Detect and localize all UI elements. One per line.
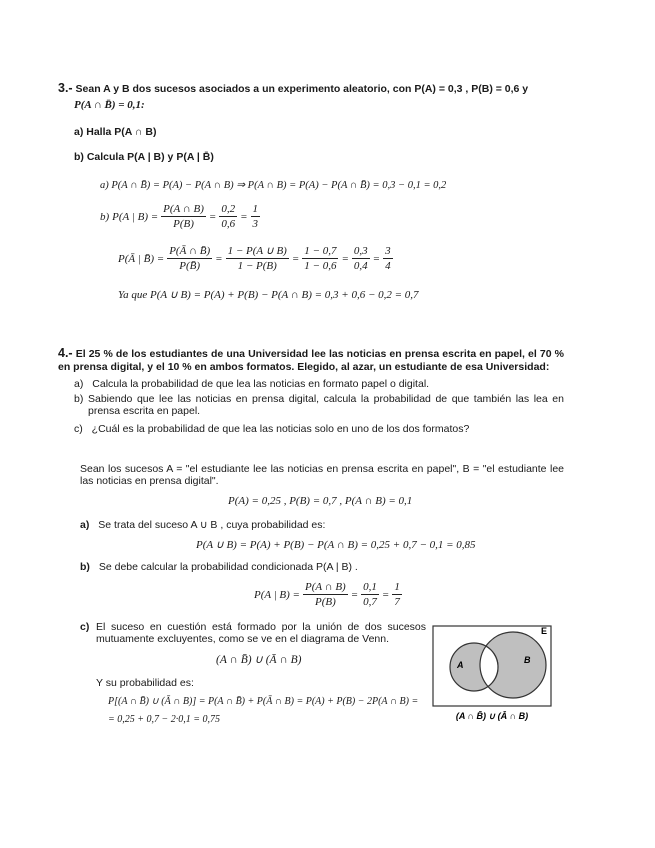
problem-3-solution-complement xyxy=(118,244,393,273)
denominator: 4 xyxy=(385,260,391,272)
problem-4-statement xyxy=(58,347,564,374)
numerator: P(Ā ∩ B̄) xyxy=(169,245,211,257)
equals-sign: = xyxy=(291,252,300,265)
problem-3-statement-line-2: P(A ∩ B̄) = 0,1: xyxy=(74,99,145,111)
question-c-label: c) xyxy=(74,423,83,435)
question-c-text: ¿Cuál es la probabilidad de que lea las noticias solo en uno de los dos formatos? xyxy=(91,423,470,435)
problem-4-solution-c xyxy=(80,621,426,645)
question-a-label: a) xyxy=(74,378,84,390)
numerator: 1 − P(A ∪ B) xyxy=(227,245,287,257)
problem-4-solution-c-event: (A ∩ B̄) ∪ (Ā ∩ B) xyxy=(216,654,302,666)
numerator: 1 xyxy=(394,581,400,593)
solution-b-lhs: P(A | B) = xyxy=(254,588,300,601)
denominator: 0,7 xyxy=(363,596,377,608)
problem-4-statement-text: El 25 % de los estudiantes de una Universidad lee las noticias en prensa escrita en papel, el 70 % en prensa digital, y el 10 % en ambos formatos. Elegido, al azar, un estudiante de esa Universidad: xyxy=(58,348,565,373)
venn-diagram xyxy=(428,620,558,724)
solution-b-label: b) xyxy=(100,210,110,223)
equals-sign: = xyxy=(208,210,217,223)
problem-4-givens: P(A) = 0,25 , P(B) = 0,7 , P(A ∩ B) = 0,1 xyxy=(228,495,413,507)
numerator: 1 xyxy=(252,203,259,215)
problem-4-question-a xyxy=(74,378,429,390)
equals-sign: = xyxy=(350,588,359,601)
venn-label-universe: E xyxy=(540,626,547,636)
numerator: 3 xyxy=(385,245,391,257)
problem-4-solution-c-equation-1: P[(A ∩ B̄) ∪ (Ā ∩ B)] = P(A ∩ B̄) + P(Ā ∩ B) = P(A) + P(B) − 2P(A ∩ B) = xyxy=(108,696,419,707)
fraction xyxy=(251,202,261,231)
denominator: 0,4 xyxy=(353,260,368,272)
equals-sign: = xyxy=(215,252,223,265)
problem-3-number: 3.- xyxy=(58,81,73,95)
problem-3-statement xyxy=(58,80,598,98)
numerator: 0,3 xyxy=(353,245,368,257)
solution-b-label: b) xyxy=(80,561,90,573)
problem-3-statement-line-1: Sean A y B dos sucesos asociados a un experimento aleatorio, con P(A) = 0,3 , P(B) = 0,6 y xyxy=(75,83,529,95)
question-b-text: Sabiendo que lee las noticias en prensa digital, calcula la probabilidad de que también las lea en prensa escrita en papel. xyxy=(88,393,564,417)
problem-4-solution-a-equation: P(A ∪ B) = P(A) + P(B) − P(A ∩ B) = 0,25 + 0,7 − 0,1 = 0,85 xyxy=(196,539,476,551)
denominator: P(B̄) xyxy=(179,260,201,272)
question-a-text: Calcula la probabilidad de que lea las noticias en formato papel o digital. xyxy=(92,378,430,390)
problem-4-solution-b xyxy=(80,561,358,573)
problem-4-solution-c-prob-intro: Y su probabilidad es: xyxy=(96,677,194,689)
fraction xyxy=(161,202,206,231)
problem-3-question-b: b) Calcula P(A | B) y P(A | B̄) xyxy=(74,151,214,163)
problem-4-number: 4.- xyxy=(58,346,73,360)
numerator: 0,2 xyxy=(221,203,236,215)
problem-4-intro: Sean los sucesos A = "el estudiante lee las noticias en prensa escrita en papel", B = "el estudiante lee las noticias en prensa digital". xyxy=(80,463,564,487)
denominator: 0,6 xyxy=(221,218,236,230)
fraction xyxy=(226,244,289,273)
numerator: 1 − 0,7 xyxy=(304,245,337,257)
venn-label-a: A xyxy=(457,660,464,670)
question-b-label: b) xyxy=(74,393,84,405)
equals-sign: = xyxy=(381,588,390,601)
complement-lhs: P(Ā | B̄) = xyxy=(118,252,165,265)
problem-4-question-b xyxy=(74,393,564,417)
problem-3-question-a: a) Halla P(A ∩ B) xyxy=(74,126,157,138)
solution-b-lhs: P(A | B) = xyxy=(112,210,159,223)
problem-3-solution-a: a) P(A ∩ B̄) = P(A) − P(A ∩ B) ⇒ P(A ∩ B) = P(A) − P(A ∩ B̄) = 0,3 − 0,1 = 0,2 xyxy=(100,180,447,191)
solution-a-label: a) xyxy=(80,519,90,531)
fraction xyxy=(392,580,402,609)
equals-sign: = xyxy=(341,252,349,265)
equals-sign: = xyxy=(372,252,381,265)
problem-4-solution-a xyxy=(80,519,325,531)
venn-label-b: B xyxy=(524,655,531,665)
denominator: P(B) xyxy=(173,218,194,230)
denominator: 1 − P(B) xyxy=(237,260,277,272)
venn-caption: (A ∩ B̄) ∪ (Ā ∩ B) xyxy=(455,711,529,721)
numerator: P(A ∩ B) xyxy=(304,581,346,593)
numerator: 0,1 xyxy=(363,581,377,593)
fraction xyxy=(361,580,379,609)
denominator: 1 − 0,6 xyxy=(304,260,337,272)
solution-c-text: El suceso en cuestión está formado por la unión de dos sucesos mutuamente excluyentes, como se ve en el diagrama de Venn. xyxy=(96,621,426,645)
denominator: 7 xyxy=(394,596,400,608)
denominator: P(B) xyxy=(314,596,336,608)
fraction xyxy=(219,202,237,231)
denominator: 3 xyxy=(252,218,259,230)
problem-4-solution-b-equation xyxy=(254,580,402,609)
numerator: P(A ∩ B) xyxy=(163,203,204,215)
problem-4-question-c xyxy=(74,423,469,435)
equals-sign: = xyxy=(240,210,248,223)
problem-4-solution-c-equation-2: = 0,25 + 0,7 − 2·0,1 = 0,75 xyxy=(108,714,220,725)
problem-3-ya-que: Ya que P(A ∪ B) = P(A) + P(B) − P(A ∩ B) = 0,3 + 0,6 − 0,2 = 0,7 xyxy=(118,289,419,301)
solution-b-text: Se debe calcular la probabilidad condicionada P(A | B) . xyxy=(98,561,358,573)
fraction xyxy=(167,244,212,273)
solution-c-label: c) xyxy=(80,621,90,633)
fraction xyxy=(303,580,348,609)
fraction xyxy=(352,244,370,273)
solution-a-text: Se trata del suceso A ∪ B , cuya probabilidad es: xyxy=(98,519,326,531)
fraction xyxy=(383,244,393,273)
problem-3-solution-b xyxy=(100,202,260,231)
fraction xyxy=(302,244,338,273)
